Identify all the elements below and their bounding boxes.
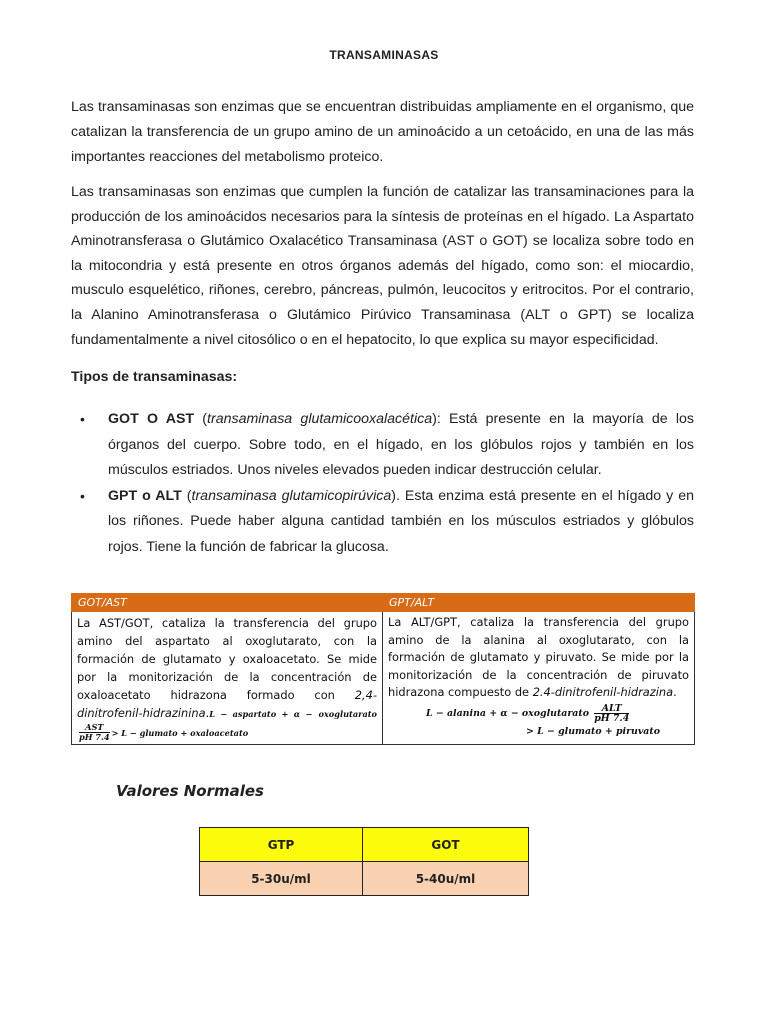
term-got-italic: transaminasa glutamicooxalacética bbox=[207, 411, 433, 427]
page-title: TRANSAMINASAS bbox=[329, 48, 439, 62]
alt-formula-line2: > L − glumato + piruvato bbox=[526, 725, 660, 737]
bullet-icon: • bbox=[80, 411, 85, 427]
ast-formula-a: L − aspartato + α − bbox=[209, 709, 313, 719]
value-gtp: 5-30u/ml bbox=[200, 862, 363, 896]
alt-frac-den: pH 7.4 bbox=[594, 712, 630, 724]
cell-gpt-alt bbox=[383, 612, 695, 745]
paren-open: ( bbox=[181, 487, 192, 504]
ast-fraction bbox=[79, 723, 110, 742]
alt-description: La ALT/GPT, cataliza la transferencia del grupo amino de la alanina al oxoglutarato, con la formación de glutamato y piruvato. Se mide por la monitorización de la concentración de piruvato hidrazona compuesto de bbox=[388, 615, 689, 700]
term-gpt-italic: transaminasa glutamicopirúvica bbox=[191, 487, 392, 504]
enzyme-table bbox=[71, 593, 695, 745]
intro-paragraph: Las transaminasas son enzimas que se encuentran distribuidas ampliamente en el organismo, que catalizan la transferencia de un grupo amino de un aminoácido a un cetoácido, en una de las más importantes reacciones del metabolismo proteico. bbox=[71, 99, 694, 165]
alt-formula-a: L − alanina + α − oxoglutarato bbox=[426, 707, 589, 719]
gpt-description: ). Esta enzima está presente en el hígado y en los riñones. Puede haber alguna cantidad también en los músculos estriados y glóbulos rojos. Tiene la función de fabricar la glucosa. bbox=[108, 487, 695, 555]
alt-fraction bbox=[594, 704, 629, 723]
types-list bbox=[80, 407, 694, 561]
ast-description: La AST/GOT, cataliza la transferencia del grupo amino del aspartato al oxoglutarato, con la formación de glutamato y oxaloacetato. Se mide por la monitorización de la concentración de oxaloacetato hidrazona formado con bbox=[77, 616, 377, 702]
alt-frac-num: ALT bbox=[594, 704, 629, 714]
normal-values-row bbox=[200, 862, 529, 896]
enzyme-table-header-row bbox=[72, 594, 695, 612]
ast-frac-num: AST bbox=[79, 723, 110, 733]
term-got: GOT O AST bbox=[108, 411, 195, 427]
header-got-ast: GOT/AST bbox=[72, 594, 383, 612]
bullet-icon: • bbox=[80, 487, 85, 504]
ast-frac-den: pH 7.4 bbox=[79, 732, 110, 742]
ast-period: . bbox=[205, 706, 210, 720]
normal-values-table bbox=[199, 827, 529, 896]
header-got: GOT bbox=[363, 828, 529, 862]
enzyme-table-row bbox=[72, 612, 695, 745]
got-description: ): Está presente en la mayoría de los órganos del cuerpo. Sobre todo, en el hígado, en los glóbulos rojos y también en los músculos estriados. Unos niveles elevados pueden indicar destrucción celular. bbox=[108, 411, 694, 479]
normal-values-heading: Valores Normales bbox=[116, 782, 264, 800]
ast-formula-b: oxoglutarato bbox=[318, 709, 378, 719]
description-paragraph: Las transaminasas son enzimas que cumplen la función de catalizar las transaminaciones para la producción de los aminoácidos necesarios para la síntesis de proteínas en el hígado. La Aspartato Aminotransferasa o Glutámico Oxalacético Transaminasa (AST o GOT) se localiza sobre todo en la mitocondria y está presente en otros órganos además del hígado, como son: el miocardio, musculo esquelético, riñones, cerebro, páncreas, pulmón, leucocitos y eritrocitos. Por el contrario, la Alanino Aminotransferasa o Glutámico Pirúvico Transaminasa (ALT o GPT) se localiza fundamentalmente a nivel citosólico o en el hepatocito, lo que explica su mayor especificidad. bbox=[71, 184, 694, 348]
types-heading: Tipos de transaminasas: bbox=[71, 369, 238, 385]
header-gpt-alt: GPT/ALT bbox=[383, 594, 695, 612]
term-gpt: GPT o ALT bbox=[108, 487, 182, 504]
alt-reagent: 2.4-dinitrofenil-hidrazina bbox=[532, 685, 674, 700]
value-got: 5-40u/ml bbox=[363, 862, 529, 896]
ast-formula-c: > L − glumato + oxaloacetato bbox=[111, 728, 249, 738]
normal-values-header-row bbox=[200, 828, 529, 862]
list-item-gpt bbox=[80, 484, 694, 561]
paren-open: ( bbox=[194, 411, 208, 427]
list-item-got bbox=[80, 407, 694, 484]
alt-period: . bbox=[673, 685, 677, 700]
ast-reagent: 2,4-dinitrofenil-hidrazinina bbox=[77, 688, 377, 720]
header-gtp: GTP bbox=[200, 828, 363, 862]
alt-formula-line1 bbox=[388, 704, 689, 723]
cell-got-ast bbox=[72, 612, 383, 745]
